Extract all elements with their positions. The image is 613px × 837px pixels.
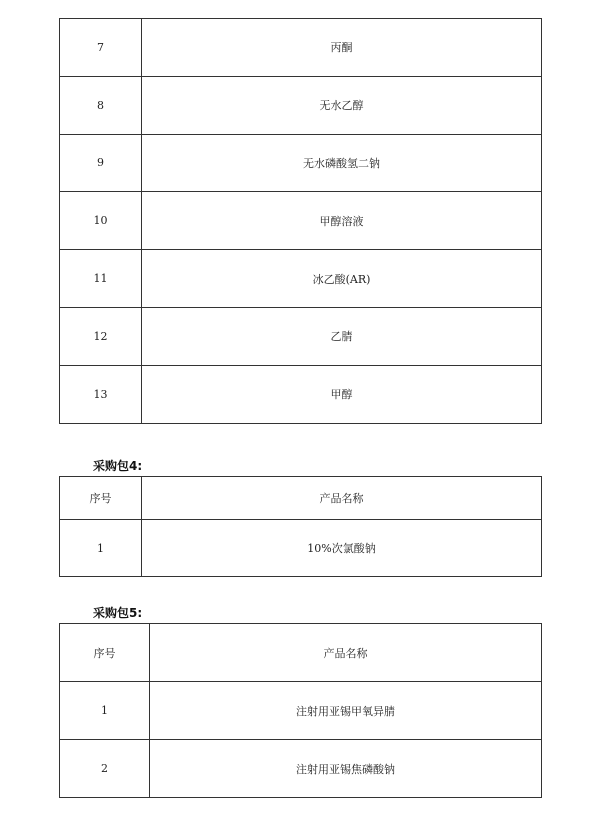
product-name: 无水磷酸氢二钠 bbox=[142, 134, 542, 192]
header-number: 序号 bbox=[60, 477, 142, 520]
table-row bbox=[60, 19, 542, 77]
table-header-row bbox=[60, 624, 542, 682]
table-row bbox=[60, 250, 542, 308]
product-name: 乙腈 bbox=[142, 307, 542, 365]
package5-table bbox=[59, 623, 542, 798]
table-row bbox=[60, 134, 542, 192]
product-name: 注射用亚锡焦磷酸钠 bbox=[150, 740, 542, 798]
table-row bbox=[60, 307, 542, 365]
product-name: 甲醇 bbox=[142, 365, 542, 423]
row-number: 12 bbox=[60, 307, 142, 365]
product-name: 无水乙醇 bbox=[142, 76, 542, 134]
package4-table bbox=[59, 476, 542, 577]
row-number: 11 bbox=[60, 250, 142, 308]
package4-title: 采购包4: bbox=[93, 459, 143, 473]
product-name: 注射用亚锡甲氧异腈 bbox=[150, 682, 542, 740]
row-number: 7 bbox=[60, 19, 142, 77]
row-number: 1 bbox=[60, 520, 142, 577]
header-product-name: 产品名称 bbox=[150, 624, 542, 682]
row-number: 13 bbox=[60, 365, 142, 423]
row-number: 9 bbox=[60, 134, 142, 192]
product-table-continued bbox=[59, 18, 542, 424]
table-header-row bbox=[60, 477, 542, 520]
table-row bbox=[60, 740, 542, 798]
header-product-name: 产品名称 bbox=[142, 477, 542, 520]
row-number: 8 bbox=[60, 76, 142, 134]
table-row bbox=[60, 520, 542, 577]
product-name: 冰乙酸(AR) bbox=[142, 250, 542, 308]
package5-title: 采购包5: bbox=[93, 606, 143, 620]
row-number: 10 bbox=[60, 192, 142, 250]
row-number: 1 bbox=[60, 682, 150, 740]
product-name: 丙酮 bbox=[142, 19, 542, 77]
table-row bbox=[60, 365, 542, 423]
table-row bbox=[60, 76, 542, 134]
product-name: 甲醇溶液 bbox=[142, 192, 542, 250]
row-number: 2 bbox=[60, 740, 150, 798]
table-row bbox=[60, 682, 542, 740]
header-number: 序号 bbox=[60, 624, 150, 682]
table-row bbox=[60, 192, 542, 250]
product-name: 10%次氯酸钠 bbox=[142, 520, 542, 577]
